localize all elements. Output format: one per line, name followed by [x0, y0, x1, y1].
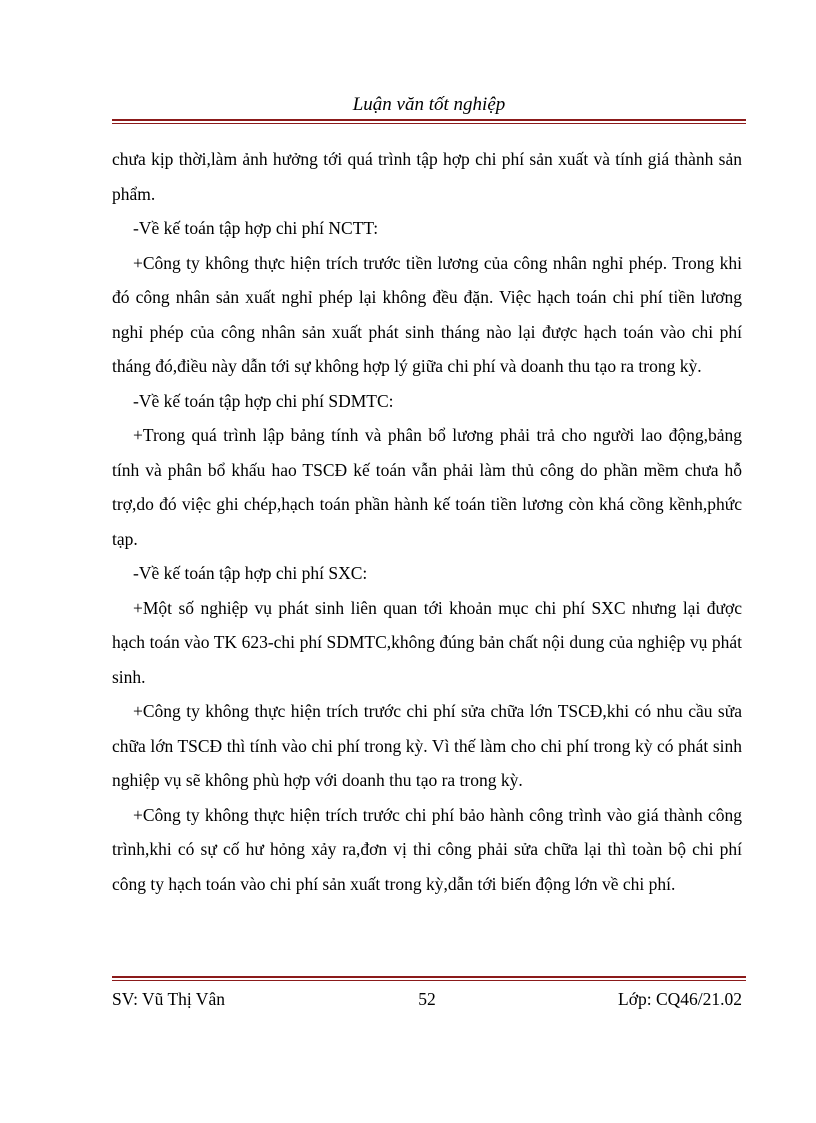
header-divider [112, 119, 746, 124]
heading-nctt: -Về kế toán tập hợp chi phí NCTT: [133, 218, 379, 238]
paragraph-sdmtc-manual: +Trong quá trình lập bảng tính và phân bổ lương phải trả cho người lao động,bảng tính và phân bổ khấu hao TSCĐ kế toán vẫn phải làm thủ công do phần mềm chưa hỗ trợ,do đó việc ghi chép,hạch toán phần hành kế toán tiền lương còn khá cồng kềnh,phức tạp. [112, 425, 742, 549]
footer-class-info: Lớp: CQ46/21.02 [618, 989, 742, 1009]
paragraph-sxc-misclassified: +Một số nghiệp vụ phát sinh liên quan tới khoản mục chi phí SXC nhưng lại được hạch toán vào TK 623-chi phí SDMTC,không đúng bản chất nội dung của nghiệp vụ phát sinh. [112, 597, 742, 687]
document-body [112, 142, 742, 901]
footer-student: SV: Vũ Thị Vân [112, 989, 225, 1009]
paragraph-continuation: chưa kịp thời,làm ảnh hưởng tới quá trình tập hợp chi phí sản xuất và tính giá thành sản phẩm. [112, 149, 742, 204]
heading-sxc: -Về kế toán tập hợp chi phí SXC: [133, 563, 368, 583]
heading-sdmtc: -Về kế toán tập hợp chi phí SDMTC: [133, 390, 394, 411]
paragraph-sxc-warranty: +Công ty không thực hiện trích trước chi phí bảo hành công trình vào giá thành công trình,khi có sự cố hư hỏng xảy ra,đơn vị thi công phải sửa chữa lại thì toàn bộ chi phí công ty hạch toán vào chi phí sản xuất trong kỳ,dẫn tới biến động lớn về chi phí. [112, 804, 742, 894]
footer-divider [112, 976, 746, 981]
header-title: Luận văn tốt nghiệp [352, 94, 506, 115]
footer-page-number: 52 [418, 989, 436, 1009]
paragraph-nctt-leave-wages: +Công ty không thực hiện trích trước tiền lương của công nhân nghỉ phép. Trong khi đó công nhân sản xuất nghỉ phép lại không đều đặn. Việc hạch toán chi phí tiền lương nghỉ phép của công nhân sản xuất phát sinh tháng nào lại được hạch toán vào chi phí tháng đó,điều này dẫn tới sự không hợp lý giữa chi phí và doanh thu tạo ra trong kỳ. [112, 252, 742, 376]
paragraph-sxc-repairs: +Công ty không thực hiện trích trước chi phí sửa chữa lớn TSCĐ,khi có nhu cầu sửa chữa lớn TSCĐ thì tính vào chi phí trong kỳ. Vì thế làm cho chi phí trong kỳ có phát sinh nghiệp vụ sẽ không phù hợp với doanh thu tạo ra trong kỳ. [112, 701, 742, 790]
